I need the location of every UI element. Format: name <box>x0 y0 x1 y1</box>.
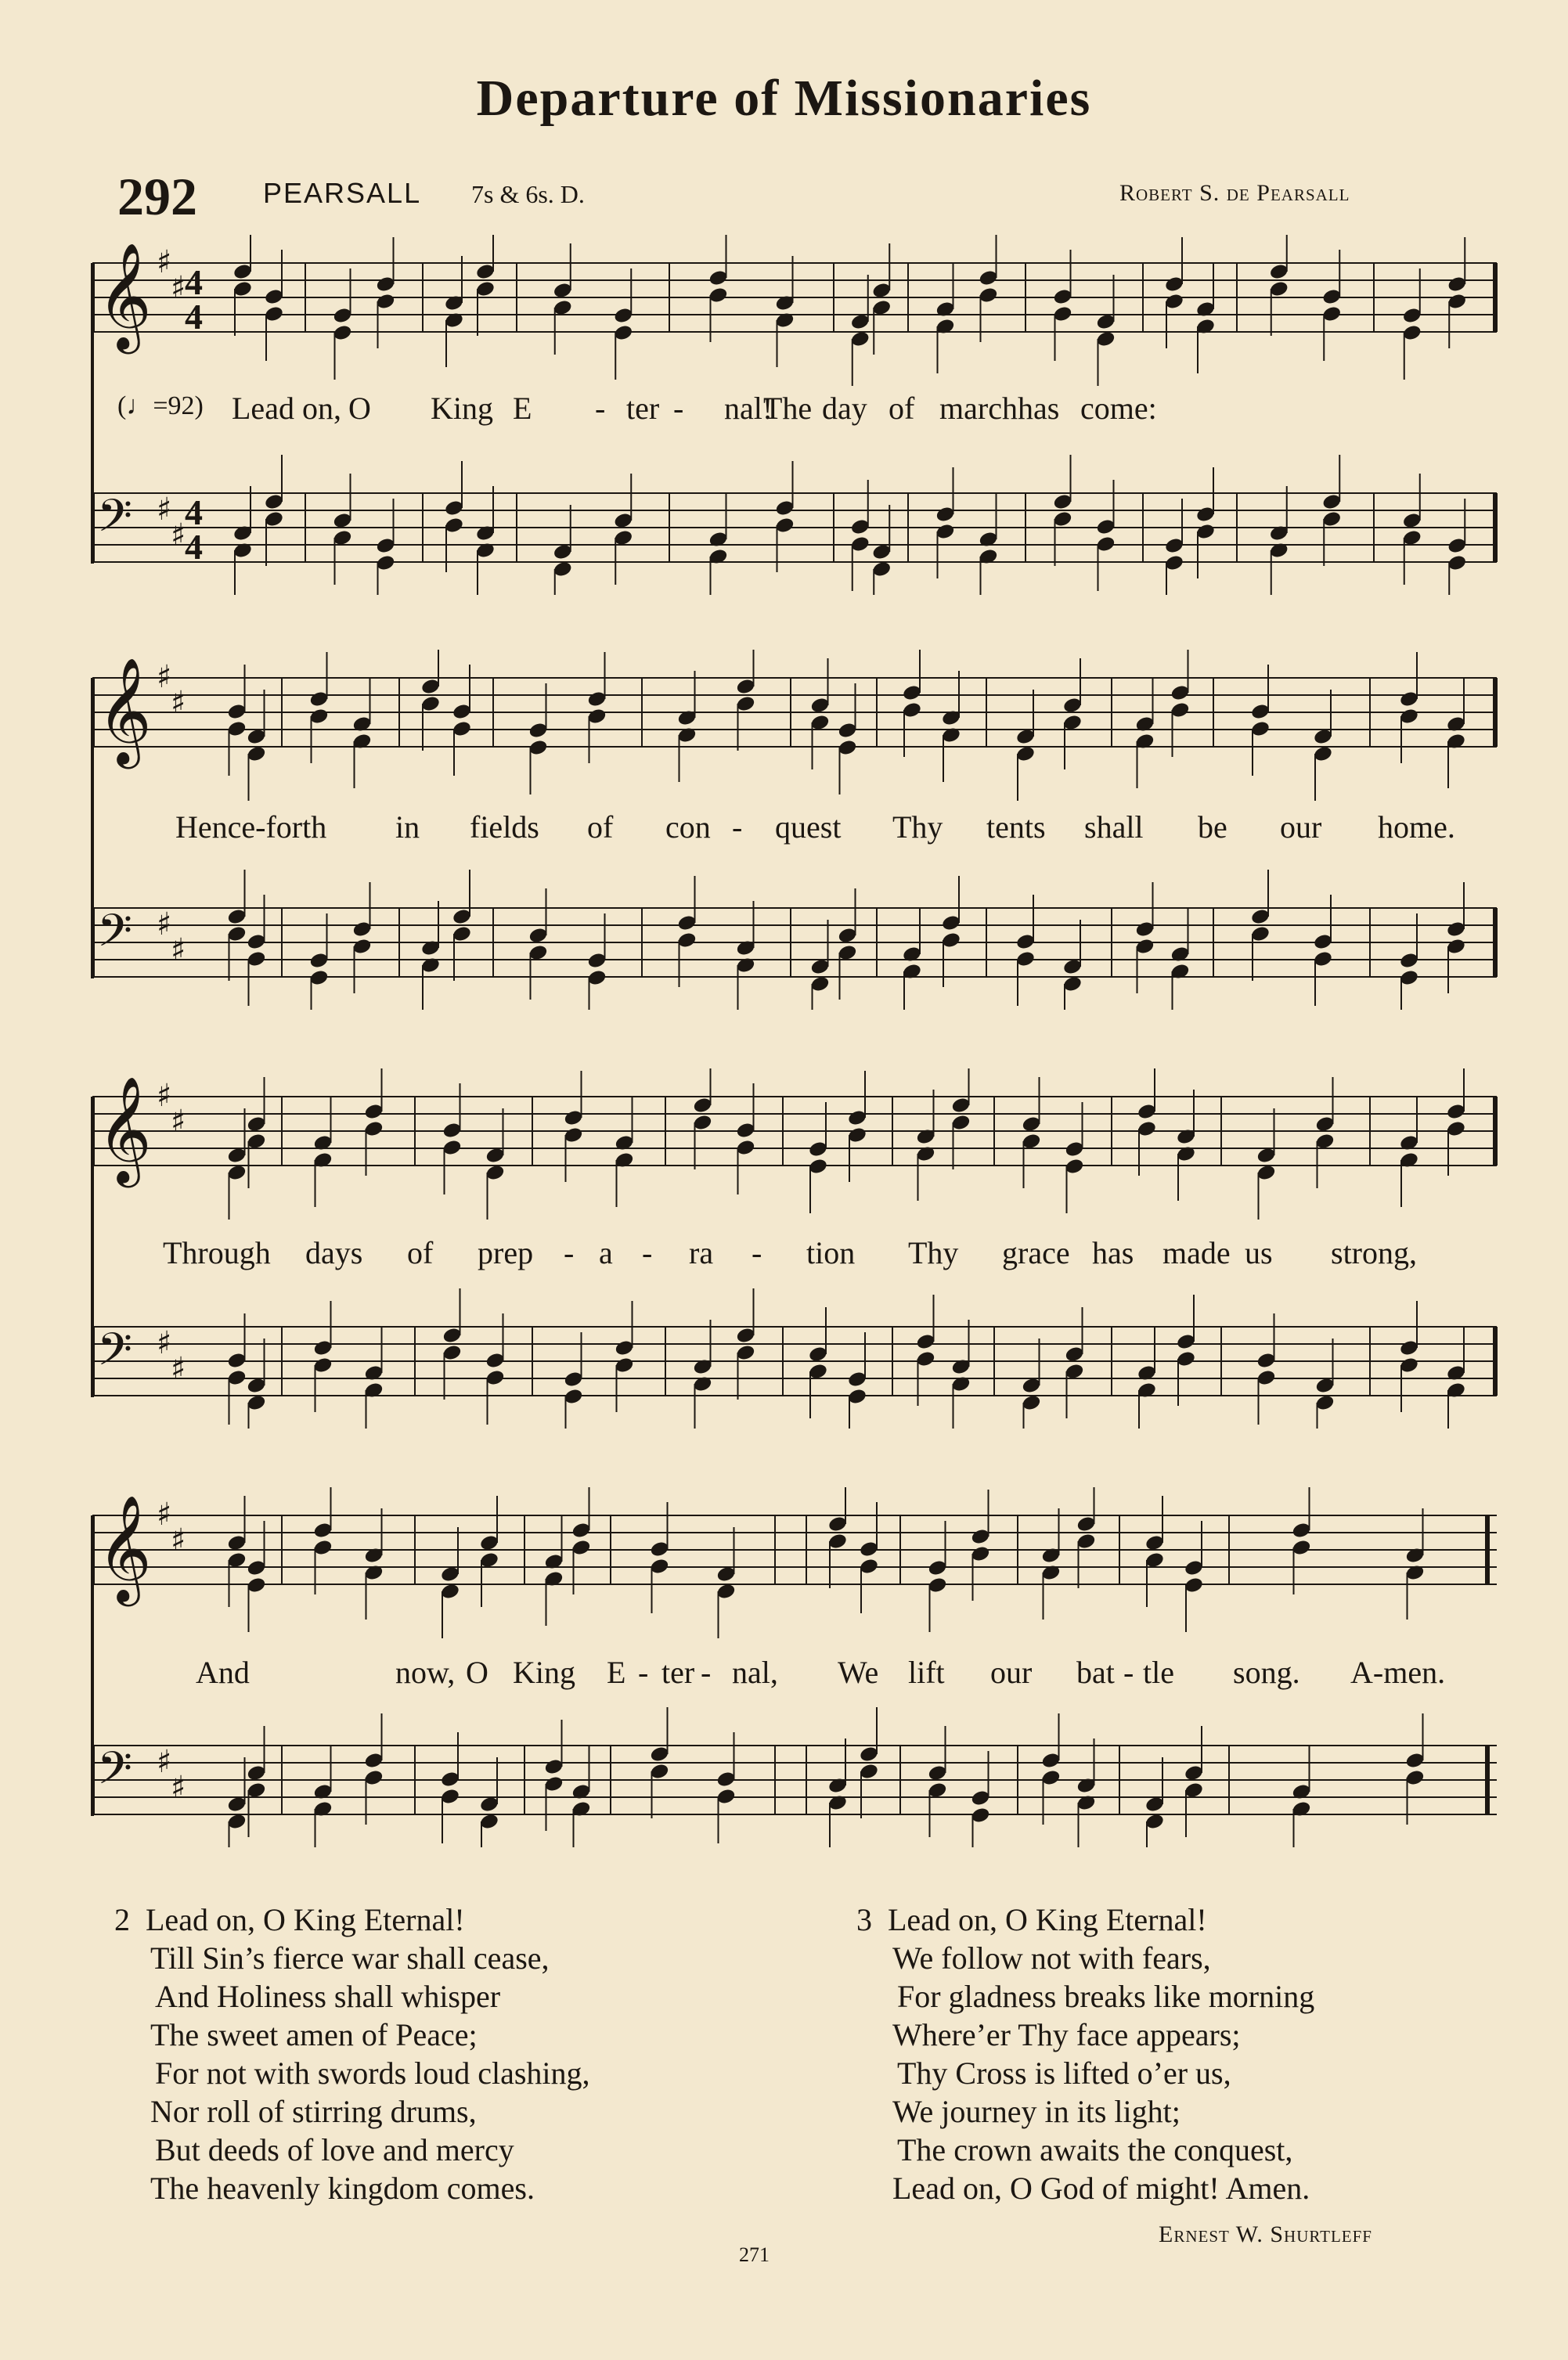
stanza-line: The sweet amen of Peace; <box>150 2017 478 2052</box>
bass-clef-icon: 𝄢 <box>97 1323 133 1387</box>
lyric-syllable: - <box>1123 1655 1134 1690</box>
sharp-icon: ♯ <box>157 1078 172 1114</box>
time-signature: 4 <box>185 297 203 337</box>
lyric-syllable: A-men. <box>1350 1655 1446 1690</box>
sharp-icon: ♯ <box>157 1497 172 1533</box>
time-signature: 4 <box>185 492 203 532</box>
lyric-syllable: ter <box>661 1655 695 1690</box>
sharp-icon: ♯ <box>157 659 172 695</box>
lyric-syllable: O <box>466 1655 488 1690</box>
stanza-2 <box>114 1901 590 2207</box>
stanza-line: For not with swords loud clashing, <box>155 2056 590 2091</box>
stanza-line: Where’er Thy face appears; <box>892 2017 1241 2052</box>
lyric-syllable: bat <box>1076 1655 1115 1690</box>
lyric-syllable: - <box>595 391 606 426</box>
stanza-text: Lead on, O King Eternal! <box>888 1902 1207 1937</box>
stanza-line: We journey in its light; <box>892 2094 1181 2129</box>
lyric-syllable: - <box>701 1655 712 1690</box>
lyric-syllable: tents <box>986 809 1046 845</box>
lyric-syllable: The <box>763 391 813 426</box>
bass-staff <box>92 904 1497 977</box>
lyric-syllable: And <box>196 1655 250 1690</box>
sharp-icon: ♯ <box>171 1351 186 1387</box>
lyric-syllable: We <box>838 1655 879 1690</box>
lyric-syllable: a <box>599 1235 613 1270</box>
lyric-syllable: ter <box>626 391 660 426</box>
sharp-icon: ♯ <box>171 932 186 968</box>
lyric-syllable: has <box>1092 1235 1134 1270</box>
lyric-syllable: us <box>1245 1235 1273 1270</box>
bass-staff <box>92 1323 1497 1396</box>
stanza-line: Lead on, O God of might! Amen. <box>892 2171 1310 2206</box>
bass-clef-icon: 𝄢 <box>97 904 133 968</box>
lyric-syllable: our <box>1280 809 1322 845</box>
lyric-syllable: of <box>587 809 614 845</box>
time-signature: 4 <box>185 262 203 302</box>
lyric-syllable: days <box>305 1235 363 1270</box>
lyric-syllable: - <box>564 1235 575 1270</box>
lyric-syllable: Thy <box>908 1235 959 1270</box>
lyric-syllable: our <box>990 1655 1033 1690</box>
bass-notes <box>232 455 1468 595</box>
bass-clef-icon: 𝄢 <box>97 1742 133 1806</box>
lyric-syllable: shall <box>1084 809 1144 845</box>
lyric-syllable: be <box>1198 809 1227 845</box>
sharp-icon: ♯ <box>157 1744 172 1780</box>
stanza-number: 3 <box>856 1902 872 1937</box>
bass-clef-icon: 𝄢 <box>97 489 133 553</box>
stanza-line: Till Sin’s fierce war shall cease, <box>150 1940 550 1976</box>
lyric-syllable: E <box>607 1655 626 1690</box>
treble-clef-icon: 𝄞 <box>97 1075 152 1183</box>
time-signature: 4 <box>185 527 203 567</box>
treble-staff <box>92 1493 1497 1606</box>
lyric-syllable: quest <box>775 809 842 845</box>
lyric-syllable: has <box>1018 391 1060 426</box>
page-number: 271 <box>739 2243 770 2266</box>
composer: Robert S. de Pearsall <box>1119 180 1350 206</box>
sharp-icon: ♯ <box>171 270 186 306</box>
lyric-syllable: King <box>513 1655 575 1690</box>
sharp-icon: ♯ <box>157 906 172 942</box>
lyric-syllable: - <box>638 1655 649 1690</box>
hymn-number: 292 <box>117 167 197 226</box>
lyric-syllable: lift <box>908 1655 945 1690</box>
bass-notes <box>226 1707 1425 1847</box>
lyric-syllable: con <box>665 809 711 845</box>
stanza-text: Lead on, O King Eternal! <box>146 1902 465 1937</box>
lyric-syllable: prep <box>478 1235 534 1270</box>
lyric-syllable: E <box>513 391 532 426</box>
lyric-syllable: in <box>395 809 420 845</box>
stanza-line <box>856 1901 1314 1939</box>
lyric-syllable: of <box>889 391 915 426</box>
lyric-syllable: Hence-forth <box>175 809 327 845</box>
stanza-line <box>114 1901 590 1939</box>
stanza-number: 2 <box>114 1902 130 1937</box>
treble-notes <box>232 235 1468 386</box>
lyric-syllable: grace <box>1002 1235 1070 1270</box>
lyric-syllable: nal! <box>724 391 773 426</box>
meter: 7s & 6s. D. <box>471 180 585 208</box>
lyric-syllable: fields <box>470 809 539 845</box>
lyric-syllable: day <box>822 391 867 426</box>
stanza-line: Thy Cross is lifted o’er us, <box>897 2056 1231 2091</box>
sharp-icon: ♯ <box>171 1104 186 1140</box>
stanza-line: For gladness breaks like morning <box>897 1979 1315 2014</box>
tempo-marking: (♩=92) <box>117 391 204 420</box>
treble-clef-icon: 𝄞 <box>97 656 152 764</box>
lyric-syllable: march <box>939 391 1018 426</box>
page-title: Departure of Missionaries <box>476 70 1092 127</box>
lyric-syllable: Thy <box>892 809 943 845</box>
treble-staff <box>92 1075 1497 1187</box>
lyric-syllable: Through <box>163 1235 271 1270</box>
stanza-line: We follow not with fears, <box>892 1940 1211 1976</box>
stanza-3 <box>856 1901 1314 2207</box>
sharp-icon: ♯ <box>171 517 186 553</box>
sharp-icon: ♯ <box>171 1522 186 1558</box>
treble-staff <box>92 656 1497 769</box>
lyric-syllable: - <box>752 1235 762 1270</box>
author-credit: Ernest W. Shurtleff <box>1159 2221 1372 2247</box>
sharp-icon: ♯ <box>157 492 172 528</box>
lyric-syllable: Lead on, <box>232 391 341 426</box>
lyric-syllable: nal, <box>732 1655 778 1690</box>
stanza-line: But deeds of love and mercy <box>155 2132 514 2167</box>
stanza-line: The heavenly kingdom comes. <box>150 2171 535 2206</box>
bass-staff <box>92 1742 1497 1814</box>
stanza-line: Nor roll of stirring drums, <box>150 2094 477 2129</box>
bass-notes <box>226 1288 1466 1429</box>
lyric-syllable: King <box>431 391 493 426</box>
lyric-syllable: - <box>732 809 743 845</box>
lyric-syllable: now, <box>395 1655 456 1690</box>
lyric-syllable: ra <box>689 1235 714 1270</box>
lyric-syllable: song. <box>1233 1655 1300 1690</box>
sharp-icon: ♯ <box>157 1325 172 1361</box>
treble-clef-icon: 𝄞 <box>97 1493 152 1602</box>
lyric-syllable: - <box>673 391 684 426</box>
lyric-syllable: strong, <box>1331 1235 1417 1270</box>
lyric-syllable: tion <box>806 1235 856 1270</box>
lyric-syllable: tle <box>1143 1655 1174 1690</box>
stanza-line: The crown awaits the conquest, <box>897 2132 1293 2167</box>
sharp-icon: ♯ <box>171 685 186 721</box>
treble-notes <box>226 650 1466 801</box>
stanza-line: And Holiness shall whisper <box>155 1979 501 2014</box>
lyric-syllable: come: <box>1080 391 1157 426</box>
tune-name: PEARSALL <box>263 177 422 209</box>
lyric-syllable: made <box>1162 1235 1231 1270</box>
treble-notes <box>226 1068 1466 1220</box>
treble-notes <box>226 1487 1425 1638</box>
bass-notes <box>226 870 1466 1010</box>
treble-clef-icon: 𝄞 <box>97 241 152 349</box>
sharp-icon: ♯ <box>171 1770 186 1806</box>
lyric-syllable: O <box>348 391 371 426</box>
lyric-syllable: - <box>642 1235 653 1270</box>
sharp-icon: ♯ <box>157 244 172 280</box>
lyric-syllable: home. <box>1378 809 1455 845</box>
lyric-syllable: of <box>407 1235 434 1270</box>
